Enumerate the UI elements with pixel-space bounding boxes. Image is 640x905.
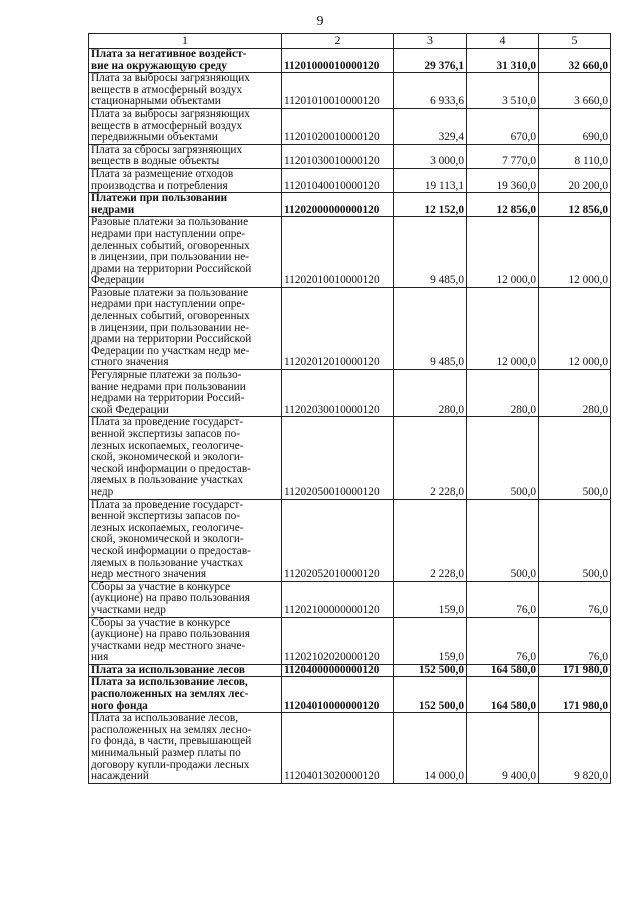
table-row (89, 168, 611, 192)
row-value-2019-cell: 280,0 (467, 370, 539, 417)
row-value-2020-cell: 76,0 (539, 617, 611, 664)
row-value-2019-cell: 9 400,0 (467, 713, 539, 784)
row-value-2019-cell: 12 000,0 (467, 217, 539, 288)
table-row (89, 287, 611, 369)
row-value-2019-cell: 7 770,0 (467, 144, 539, 168)
budget-table (88, 33, 611, 784)
table-row (89, 108, 611, 144)
row-value-2018-cell: 19 113,1 (394, 168, 467, 192)
row-value-2018-cell: 6 933,6 (394, 73, 467, 109)
row-value-2020-cell: 171 980,0 (539, 677, 611, 713)
row-value-2018-cell: 280,0 (394, 370, 467, 417)
row-code-cell: 11202050010000120 (282, 417, 394, 499)
table-row (89, 193, 611, 217)
table-row (89, 664, 611, 677)
row-value-2020-cell: 9 820,0 (539, 713, 611, 784)
row-code-cell: 11201010010000120 (282, 73, 394, 109)
table-row (89, 217, 611, 288)
row-value-2019-cell: 12 000,0 (467, 287, 539, 369)
row-value-2019-cell: 76,0 (467, 617, 539, 664)
table-row (89, 417, 611, 499)
row-name-cell: Плата за выбросы загрязняющих веществ в атмосферный воздух стационарными объектами (89, 73, 282, 109)
row-value-2020-cell: 500,0 (539, 499, 611, 581)
table-row (89, 73, 611, 109)
row-code-cell: 11202000000000120 (282, 193, 394, 217)
row-value-2020-cell: 12 856,0 (539, 193, 611, 217)
table-row (89, 49, 611, 73)
row-value-2018-cell: 329,4 (394, 108, 467, 144)
row-value-2020-cell: 12 000,0 (539, 217, 611, 288)
row-value-2019-cell: 164 580,0 (467, 664, 539, 677)
table-row (89, 370, 611, 417)
column-header: 4 (467, 34, 539, 49)
row-code-cell: 11201040010000120 (282, 168, 394, 192)
row-name-cell: Плата за использование лесов, расположенных на землях лес- ного фонда (89, 677, 282, 713)
row-value-2019-cell: 500,0 (467, 417, 539, 499)
row-name-cell: Сборы за участие в конкурсе (аукционе) на право пользования участками недр местного значе- ния (89, 617, 282, 664)
table-row (89, 713, 611, 784)
row-name-cell: Разовые платежи за пользование недрами при наступлении опре- деленных событий, оговоренных в лицензии, при пользовании не- драми на территории Российской Федерации (89, 217, 282, 288)
row-value-2020-cell: 280,0 (539, 370, 611, 417)
column-header: 5 (539, 34, 611, 49)
row-code-cell: 11204013020000120 (282, 713, 394, 784)
column-header: 3 (394, 34, 467, 49)
row-value-2019-cell: 31 310,0 (467, 49, 539, 73)
row-code-cell: 11202102020000120 (282, 617, 394, 664)
row-value-2020-cell: 20 200,0 (539, 168, 611, 192)
row-code-cell: 11202100000000120 (282, 581, 394, 617)
row-code-cell: 11201020010000120 (282, 108, 394, 144)
row-value-2020-cell: 12 000,0 (539, 287, 611, 369)
row-value-2020-cell: 32 660,0 (539, 49, 611, 73)
row-value-2020-cell: 690,0 (539, 108, 611, 144)
row-name-cell: Плата за негативное воздейст- вие на окружающую среду (89, 49, 282, 73)
row-value-2019-cell: 670,0 (467, 108, 539, 144)
row-name-cell: Разовые платежи за пользование недрами при наступлении опре- деленных событий, оговоренных в лицензии, при пользовании не- драми на территории Российской Федерации по участкам недр ме- стного значения (89, 287, 282, 369)
row-value-2018-cell: 3 000,0 (394, 144, 467, 168)
row-name-cell: Плата за выбросы загрязняющих веществ в атмосферный воздух передвижными объектами (89, 108, 282, 144)
row-value-2018-cell: 152 500,0 (394, 677, 467, 713)
row-name-cell: Плата за сбросы загрязняющих веществ в водные объекты (89, 144, 282, 168)
row-code-cell: 11202012010000120 (282, 287, 394, 369)
row-value-2019-cell: 164 580,0 (467, 677, 539, 713)
row-value-2018-cell: 9 485,0 (394, 217, 467, 288)
row-code-cell: 11202010010000120 (282, 217, 394, 288)
row-value-2018-cell: 152 500,0 (394, 664, 467, 677)
row-value-2019-cell: 500,0 (467, 499, 539, 581)
row-value-2018-cell: 159,0 (394, 581, 467, 617)
row-value-2020-cell: 3 660,0 (539, 73, 611, 109)
row-name-cell: Плата за проведение государст- венной экспертизы запасов по- лезных ископаемых, геологиче- ской, экономической и экологи- ческой информации о предостав- ляемых в пользование участках недр (89, 417, 282, 499)
row-value-2018-cell: 29 376,1 (394, 49, 467, 73)
row-value-2018-cell: 12 152,0 (394, 193, 467, 217)
row-value-2019-cell: 19 360,0 (467, 168, 539, 192)
column-header: 2 (282, 34, 394, 49)
table-row (89, 581, 611, 617)
row-name-cell: Плата за использование лесов, расположенных на землях лесно- го фонда, в части, превышающей минимальный размер платы по договору купли-продажи лесных насаждений (89, 713, 282, 784)
row-value-2018-cell: 2 228,0 (394, 417, 467, 499)
row-value-2020-cell: 76,0 (539, 581, 611, 617)
row-value-2018-cell: 2 228,0 (394, 499, 467, 581)
row-code-cell: 11201000010000120 (282, 49, 394, 73)
row-name-cell: Плата за проведение государст- венной экспертизы запасов по- лезных ископаемых, геологиче- ской, экономической и экологи- ческой информации о предостав- ляемых в пользование участках недр местного значения (89, 499, 282, 581)
row-name-cell: Регулярные платежи за пользо- вание недрами при пользовании недрами на территории Россий- ской Федерации (89, 370, 282, 417)
row-name-cell: Сборы за участие в конкурсе (аукционе) на право пользования участками недр (89, 581, 282, 617)
row-code-cell: 11202052010000120 (282, 499, 394, 581)
row-value-2020-cell: 500,0 (539, 417, 611, 499)
row-name-cell: Плата за использование лесов (89, 664, 282, 677)
row-code-cell: 11204000000000120 (282, 664, 394, 677)
row-value-2020-cell: 8 110,0 (539, 144, 611, 168)
row-value-2019-cell: 76,0 (467, 581, 539, 617)
row-code-cell: 11201030010000120 (282, 144, 394, 168)
page-number: 9 (316, 14, 324, 29)
column-header: 1 (89, 34, 282, 49)
table-header-row (89, 34, 611, 49)
row-value-2018-cell: 9 485,0 (394, 287, 467, 369)
table-row (89, 677, 611, 713)
table-row (89, 144, 611, 168)
row-name-cell: Платежи при пользовании недрами (89, 193, 282, 217)
row-value-2020-cell: 171 980,0 (539, 664, 611, 677)
row-value-2018-cell: 14 000,0 (394, 713, 467, 784)
row-value-2018-cell: 159,0 (394, 617, 467, 664)
row-code-cell: 11202030010000120 (282, 370, 394, 417)
row-name-cell: Плата за размещение отходов производства и потребления (89, 168, 282, 192)
row-value-2019-cell: 3 510,0 (467, 73, 539, 109)
row-value-2019-cell: 12 856,0 (467, 193, 539, 217)
row-code-cell: 11204010000000120 (282, 677, 394, 713)
table-row (89, 617, 611, 664)
table-row (89, 499, 611, 581)
